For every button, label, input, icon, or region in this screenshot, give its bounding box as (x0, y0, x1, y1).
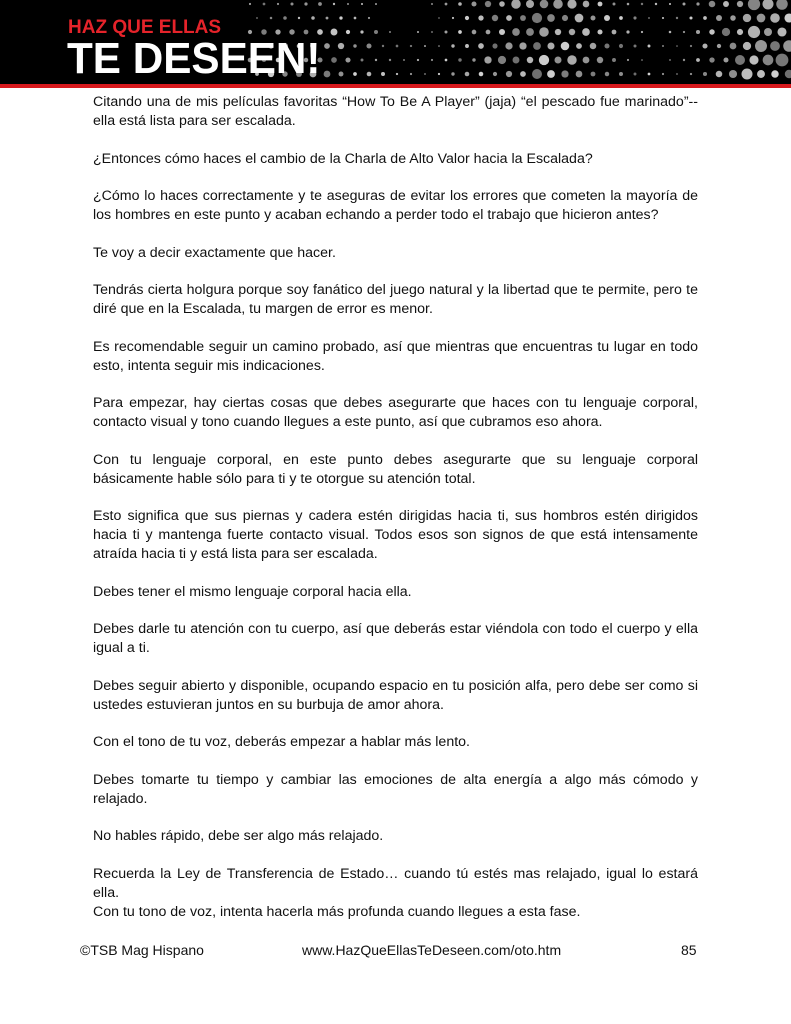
decorative-dot (730, 15, 736, 21)
decorative-dot (683, 59, 685, 61)
decorative-dot (567, 0, 576, 9)
decorative-dot (458, 2, 462, 6)
decorative-dot (445, 59, 448, 62)
decorative-dot (619, 16, 623, 20)
decorative-dot (662, 17, 664, 19)
decorative-dot (361, 59, 364, 62)
decorative-dot (743, 14, 751, 22)
decorative-dot (626, 30, 629, 33)
decorative-dot (696, 58, 700, 62)
decorative-dot (511, 0, 521, 9)
decorative-dot (716, 71, 723, 78)
decorative-dot (757, 14, 766, 23)
decorative-dot (771, 70, 778, 77)
decorative-dot (478, 15, 483, 20)
paragraph: Con tu lenguaje corporal, en este punto debes asegurarte que su lenguaje corporal básicamente hable sólo para ti y te otorgue su atención total. (93, 451, 698, 487)
decorative-dot (331, 57, 337, 63)
decorative-dot (438, 45, 440, 47)
decorative-dot (410, 45, 412, 47)
decorative-dot (575, 14, 584, 23)
header-accent-stripe (0, 84, 791, 88)
decorative-dot (641, 3, 643, 5)
decorative-dot (561, 42, 570, 51)
decorative-dot (270, 17, 273, 20)
decorative-dot (539, 55, 549, 65)
decorative-dot (381, 72, 385, 76)
decorative-dot (604, 15, 610, 21)
decorative-dot (743, 42, 751, 50)
decorative-dot (367, 72, 372, 77)
decorative-dot (324, 71, 331, 78)
decorative-dot (702, 43, 707, 48)
decorative-dot (360, 30, 363, 33)
decorative-dot (472, 58, 475, 61)
decorative-dot (547, 70, 555, 78)
decorative-dot (776, 54, 789, 67)
decorative-dot (290, 2, 293, 5)
decorative-dot (703, 16, 707, 20)
decorative-dot (722, 28, 730, 36)
paragraph: ¿Entonces cómo haces el cambio de la Charla de Alto Valor hacia la Escalada? (93, 150, 593, 167)
decorative-dot (452, 17, 454, 19)
decorative-dot (520, 15, 526, 21)
decorative-dot (770, 13, 780, 23)
decorative-dot (361, 3, 363, 5)
decorative-dot (333, 3, 335, 5)
decorative-dot (619, 44, 623, 48)
decorative-dot (424, 45, 426, 47)
decorative-dot (492, 43, 497, 48)
page-number: 85 (681, 942, 697, 958)
decorative-dot (396, 45, 399, 48)
decorative-dot (532, 69, 542, 79)
decorative-dot (338, 43, 344, 49)
decorative-dot (669, 31, 672, 34)
decorative-dot (562, 15, 568, 21)
decorative-dot (478, 43, 484, 49)
decorative-dot (438, 17, 440, 19)
decorative-dot (339, 16, 342, 19)
decorative-dot (737, 29, 743, 35)
decorative-dot (561, 70, 568, 77)
decorative-dot (256, 17, 258, 19)
decorative-dot (627, 3, 630, 6)
decorative-dot (676, 73, 678, 75)
decorative-dot (776, 0, 788, 10)
decorative-dot (741, 68, 752, 79)
decorative-dot (784, 13, 791, 22)
decorative-dot (424, 73, 426, 75)
decorative-dot (683, 3, 686, 6)
decorative-dot (445, 3, 448, 6)
decorative-dot (749, 55, 758, 64)
decorative-dot (451, 44, 454, 47)
decorative-dot (403, 59, 405, 61)
decorative-dot (465, 16, 469, 20)
decorative-dot (472, 30, 477, 35)
decorative-dot (662, 73, 664, 75)
decorative-dot (755, 40, 767, 52)
decorative-dot (346, 30, 350, 34)
decorative-dot (689, 16, 692, 19)
decorative-dot (431, 31, 433, 33)
decorative-dot (389, 31, 391, 33)
decorative-dot (785, 70, 791, 78)
decorative-dot (641, 31, 643, 33)
decorative-dot (553, 0, 563, 9)
decorative-dot (576, 71, 583, 78)
decorative-dot (641, 59, 643, 61)
decorative-dot (770, 41, 780, 51)
paragraph: Es recomendable seguir un camino probado, así que mientras que encuentras tu lugar en todo esto, intenta seguir mis indicaciones. (93, 338, 698, 374)
decorative-dot (375, 3, 377, 5)
decorative-dot (716, 15, 722, 21)
decorative-dot (612, 30, 617, 35)
decorative-dot (619, 72, 623, 76)
decorative-dot (590, 43, 597, 50)
decorative-dot (690, 45, 692, 47)
paragraph: Debes darle tu atención con tu cuerpo, así que deberás estar viéndola con todo el cuerpo y ella igual a ti. (93, 621, 698, 656)
decorative-dot (484, 56, 491, 63)
decorative-dot (431, 59, 433, 61)
decorative-dot (498, 56, 506, 64)
decorative-dot (783, 40, 791, 52)
decorative-dot (547, 42, 554, 49)
footer-url: www.HazQueEllasTeDeseen.com/oto.htm (302, 942, 562, 958)
decorative-dot (762, 0, 773, 10)
decorative-dot (410, 73, 412, 75)
decorative-dot (604, 43, 609, 48)
decorative-dot (368, 17, 370, 19)
paragraph: Para empezar, hay ciertas cosas que debes asegurarte que haces con tu lenguaje corporal, contacto visual y tono cuando llegues a este punto, así que cubramos eso ahora. (93, 395, 698, 430)
decorative-dot (696, 2, 699, 5)
decorative-dot (676, 17, 678, 19)
decorative-dot (353, 44, 356, 47)
decorative-dot (465, 72, 470, 77)
decorative-dot (526, 28, 534, 36)
decorative-dot (318, 2, 322, 6)
decorative-dot (366, 43, 371, 48)
decorative-dot (339, 72, 344, 77)
decorative-dot (669, 3, 671, 5)
decorative-dot (493, 72, 497, 76)
paragraph: Citando una de mis películas favoritas “How To Be A Player” (jaja) “el pescado fue marinado”--ella está lista para ser escalada. (93, 94, 698, 129)
decorative-dot (662, 45, 664, 47)
decorative-dot (554, 56, 561, 63)
decorative-dot (612, 58, 616, 62)
decorative-dot (723, 1, 729, 7)
page-footer (0, 938, 791, 962)
decorative-dot (669, 59, 671, 61)
decorative-dot (598, 2, 603, 7)
decorative-dot (591, 16, 596, 21)
decorative-dot (506, 71, 512, 77)
decorative-dot (532, 13, 542, 23)
decorative-dot (298, 17, 300, 19)
decorative-dot (431, 3, 433, 5)
decorative-dot (763, 55, 774, 66)
decorative-dot (696, 30, 700, 34)
decorative-dot (458, 30, 462, 34)
decorative-dot (757, 70, 765, 78)
decorative-dot (683, 31, 685, 33)
decorative-dot (519, 42, 526, 49)
decorative-dot (591, 72, 596, 77)
decorative-dot (748, 26, 760, 38)
decorative-dot (249, 3, 251, 5)
decorative-dot (634, 73, 637, 76)
decorative-dot (777, 27, 786, 36)
decorative-dot (479, 72, 484, 77)
decorative-dot (417, 59, 419, 61)
paragraph: No hables rápido, debe ser algo más relajado. (93, 828, 384, 844)
decorative-dot (375, 59, 377, 61)
decorative-dot (709, 29, 714, 34)
paragraph: Te voy a decir exactamente que hacer. (93, 244, 336, 261)
decorative-dot (764, 28, 772, 36)
decorative-dot (703, 72, 707, 76)
decorative-dot (354, 17, 357, 20)
decorative-dot (709, 57, 714, 62)
decorative-dot (605, 72, 609, 76)
decorative-dot (627, 59, 629, 61)
decorative-dot (583, 57, 590, 64)
brand-title-main: TE DESEEN! (67, 34, 321, 83)
decorative-dot (492, 15, 498, 21)
decorative-dot (417, 31, 419, 33)
footer-copyright: ©TSB Mag Hispano (80, 942, 204, 958)
decorative-dot (709, 1, 716, 8)
decorative-dot (277, 3, 279, 5)
decorative-dot (520, 71, 526, 77)
decorative-dot (582, 28, 590, 36)
decorative-dot (613, 3, 616, 6)
decorative-dot (648, 17, 650, 19)
decorative-dot (735, 55, 745, 65)
decorative-dot (465, 44, 469, 48)
decorative-dot (438, 73, 440, 75)
decorative-dot (676, 45, 678, 47)
decorative-dot (567, 55, 576, 64)
decorative-dot (347, 3, 349, 5)
decorative-dot (547, 14, 555, 22)
decorative-dot (583, 1, 590, 8)
paragraph: Debes tener el mismo lenguaje corporal hacia ella. (93, 583, 412, 600)
decorative-dot (374, 30, 378, 34)
decorative-dot (324, 43, 330, 49)
decorative-dot (729, 70, 737, 78)
paragraph: Con el tono de tu voz, deberás empezar a hablar más lento. (93, 734, 470, 750)
decorative-dot (633, 16, 636, 19)
decorative-dot (737, 1, 743, 7)
decorative-dot (505, 42, 512, 49)
paragraph: Con tu tono de voz, intenta hacerla más profunda cuando llegues a esta fase. (93, 903, 581, 920)
decorative-dot (506, 15, 512, 21)
decorative-dot (655, 3, 657, 5)
decorative-dot (648, 73, 651, 76)
decorative-dot (533, 42, 541, 50)
decorative-dot (331, 29, 338, 36)
decorative-dot (597, 29, 602, 34)
decorative-dot (311, 16, 315, 20)
decorative-dot (513, 57, 520, 64)
decorative-dot (263, 3, 266, 6)
decorative-dot (527, 57, 533, 63)
decorative-dot (597, 57, 603, 63)
decorative-dot (723, 57, 728, 62)
decorative-dot (458, 58, 461, 61)
decorative-dot (326, 17, 329, 20)
decorative-dot (283, 16, 287, 20)
decorative-dot (569, 29, 575, 35)
decorative-dot (748, 0, 760, 10)
decorative-dot (555, 29, 561, 35)
decorative-dot (717, 44, 721, 48)
decorative-dot (499, 29, 505, 35)
decorative-dot (382, 45, 384, 47)
decorative-dot (576, 43, 582, 49)
decorative-dot (540, 0, 549, 8)
decorative-dot (389, 59, 391, 61)
paragraph: Tendrás cierta holgura porque soy fanático del juego natural y la libertad que te permite, pero te diré que en la Escalada, tu margen de error es menor. (93, 282, 698, 317)
paragraph: Recuerda la Ley de Transferencia de Estado… cuando tú estés mas relajado, igual lo estará ella. (93, 865, 698, 901)
page-body (93, 93, 698, 940)
decorative-dot (499, 1, 505, 7)
decorative-dot (304, 2, 307, 5)
decorative-dot (451, 72, 454, 75)
decorative-dot (730, 43, 737, 50)
decorative-dot (648, 45, 651, 48)
decorative-dot (471, 1, 476, 6)
brand-title-top: HAZ QUE ELLAS (68, 17, 222, 38)
decorative-dot (353, 72, 357, 76)
decorative-dot (634, 45, 637, 48)
paragraph: ¿Cómo lo haces correctamente y te aseguras de evitar los errores que cometen la mayoría de los hombres en este punto y acaban echando a perder todo el trabajo que hicieron antes? (93, 188, 698, 223)
decorative-dot (345, 57, 350, 62)
paragraph: Debes tomarte tu tiempo y cambiar las emociones de alta energía a algo más cómodo y relajado. (93, 771, 698, 807)
decorative-dot (690, 73, 692, 75)
decorative-dot (539, 27, 549, 37)
decorative-dot (485, 1, 491, 7)
decorative-dot (512, 28, 520, 36)
decorative-dot (396, 73, 398, 75)
decorative-dot (486, 30, 491, 35)
decorative-dot (444, 30, 447, 33)
paragraph: Esto significa que sus piernas y cadera estén dirigidas hacia ti, sus hombros estén dirigidos hacia ti y mantenga fuerte contacto visual. Todos esos son signos de que está intensamente atraída hacia ti y está lista para ser escalada. (93, 508, 698, 562)
page-header (0, 0, 791, 84)
decorative-dot (526, 0, 534, 8)
paragraph: Debes seguir abierto y disponible, ocupando espacio en tu posición alfa, pero debe ser como si ustedes estuvieran juntos en su burbuja de amor ahora. (93, 677, 698, 713)
